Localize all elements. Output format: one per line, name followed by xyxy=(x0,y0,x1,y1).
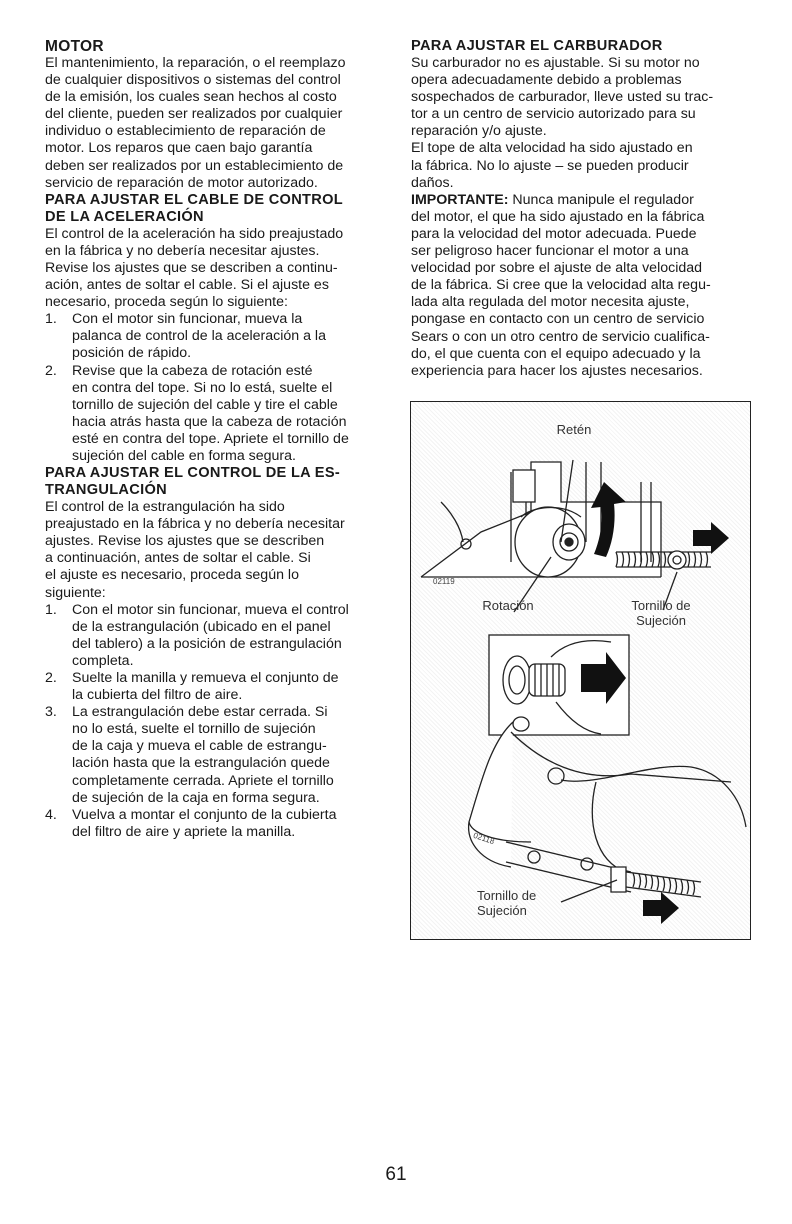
list-item-line: de sujeción de la caja en forma segura. xyxy=(72,789,320,806)
throttle-line: ación, antes de soltar el cable. Si el ajuste es xyxy=(45,277,329,294)
list-item xyxy=(45,670,390,704)
carburetor-paragraph xyxy=(411,55,756,192)
important-paragraph xyxy=(411,192,756,380)
carburetor-section xyxy=(411,38,756,380)
important-first-line: Nunca manipule el regulador xyxy=(508,191,694,208)
label-reten: Retén xyxy=(556,422,592,437)
choke-heading-line: PARA AJUSTAR EL CONTROL DE LA ES- xyxy=(45,465,341,482)
list-item-line: Vuelva a montar el conjunto de la cubierta xyxy=(72,806,337,823)
important-line: lada alta regulada del motor necesita ajuste, xyxy=(411,294,690,311)
choke-section xyxy=(45,465,390,841)
throttle-line: necesario, proceda según lo siguiente: xyxy=(45,294,288,311)
list-item-line: palanca de control de la aceleración a la xyxy=(72,328,326,345)
list-item-line: Revise que la cabeza de rotación esté xyxy=(72,362,313,379)
important-line: del motor, el que ha sido ajustado en la fábrica xyxy=(411,208,705,225)
list-item-line: hacia atrás hasta que la cabeza de rotación xyxy=(72,413,347,430)
figure-code-1: 02119 xyxy=(433,577,455,586)
carburetor-line: tor a un centro de servicio autorizado para su xyxy=(411,106,696,123)
throttle-steps xyxy=(45,311,390,465)
list-item xyxy=(45,807,390,841)
carburetor-illustration xyxy=(410,401,751,940)
important-line: do, el que cuenta con el equipo adecuado y la xyxy=(411,345,701,362)
motor-heading: MOTOR xyxy=(45,38,104,55)
important-line: de la fábrica. Si cree que la velocidad alta regu- xyxy=(411,277,711,294)
motor-line: de cualquier dispositivos o sistemas del control xyxy=(45,72,341,89)
choke-line: ajustes. Revise los ajustes que se describen xyxy=(45,533,325,550)
motor-line: del cliente, pueden ser realizados por cualquier xyxy=(45,106,343,123)
carburetor-line: El tope de alta velocidad ha sido ajustado en xyxy=(411,140,693,157)
choke-line: siguiente: xyxy=(45,584,106,601)
list-item xyxy=(45,602,390,670)
motor-line: motor. Los reparos que caen bajo garantía xyxy=(45,140,313,157)
list-item-line: Con el motor sin funcionar, mueva la xyxy=(72,311,303,328)
list-item-line: sujeción del cable en forma segura. xyxy=(72,447,296,464)
list-item-line: posición de rápido. xyxy=(72,345,192,362)
list-item-line: La estrangulación debe estar cerrada. Si xyxy=(72,704,328,721)
choke-line: El control de la estrangulación ha sido xyxy=(45,499,285,516)
list-item-number: 2. xyxy=(45,362,57,379)
list-item-line: Con el motor sin funcionar, mueva el control xyxy=(72,601,349,618)
choke-line: el ajuste es necesario, proceda según lo xyxy=(45,567,299,584)
throttle-line: Revise los ajustes que se describen a continu- xyxy=(45,259,338,276)
list-item xyxy=(45,704,390,807)
carburetor-line: Su carburador no es ajustable. Si su motor no xyxy=(411,55,700,71)
important-line: velocidad por sobre el ajuste de alta velocidad xyxy=(411,260,703,277)
carburetor-line: la fábrica. No lo ajuste – se pueden producir xyxy=(411,157,689,174)
list-item-line: de la caja y mueva el cable de estrangu- xyxy=(72,738,327,755)
label-tornillo-sujecion-2 xyxy=(477,888,567,918)
carburetor-heading: PARA AJUSTAR EL CARBURADOR xyxy=(411,38,663,54)
list-item-line: en contra del tope. Si no lo está, suelte el xyxy=(72,379,333,396)
list-item-number: 3. xyxy=(45,704,57,721)
list-item-number: 4. xyxy=(45,806,57,823)
throttle-section xyxy=(45,192,390,465)
motor-paragraph xyxy=(45,55,390,192)
important-text xyxy=(411,209,711,379)
label-tornillo-2-line2: Sujeción xyxy=(477,903,527,918)
throttle-heading xyxy=(45,192,390,226)
motor-line: individuo o establecimiento de reparación de xyxy=(45,123,326,140)
list-item-line: del filtro de aire y apriete la manilla. xyxy=(72,823,296,840)
label-tornillo-1-line2: Sujeción xyxy=(636,613,686,628)
label-tornillo-2-line1: Tornillo de xyxy=(477,888,537,903)
list-item-line: Suelte la manilla y remueva el conjunto de xyxy=(72,670,339,686)
figure-code-2: 02118 xyxy=(472,830,496,847)
motor-line: de la emisión, los cuales sean hechos al costo xyxy=(45,89,337,106)
carburetor-line: daños. xyxy=(411,174,454,191)
throttle-line: en la fábrica y no debería necesitar ajustes. xyxy=(45,242,320,259)
list-item-line: completa. xyxy=(72,652,134,669)
label-rotacion: Rotación xyxy=(482,598,534,613)
list-item-line: esté en contra del tope. Apriete el tornillo de xyxy=(72,430,349,447)
choke-steps xyxy=(45,602,390,841)
choke-heading xyxy=(45,465,390,499)
carburetor-line: sospechados de carburador, lleve usted su trac- xyxy=(411,89,714,106)
list-item-number: 1. xyxy=(45,311,57,328)
list-item-line: no lo está, suelte el tornillo de sujeción xyxy=(72,721,316,738)
label-tornillo-sujecion-1 xyxy=(606,598,716,628)
motor-line: servicio de reparación de motor autorizado. xyxy=(45,174,318,191)
motor-section xyxy=(45,38,390,192)
list-item-line: la cubierta del filtro de aire. xyxy=(72,687,243,704)
list-item-line: completamente cerrada. Apriete el tornillo xyxy=(72,772,334,789)
throttle-heading-line: DE LA ACELERACIÓN xyxy=(45,208,204,225)
important-line: para la velocidad del motor adecuada. Puede xyxy=(411,225,697,242)
choke-paragraph xyxy=(45,499,390,602)
choke-heading-line: TRANGULACIÓN xyxy=(45,482,167,499)
list-item-line: lación hasta que la estrangulación quede xyxy=(72,755,330,772)
throttle-line: El control de la aceleración ha sido preajustado xyxy=(45,225,344,242)
carburetor-line: reparación y/o ajuste. xyxy=(411,123,547,140)
important-line: ser peligroso hacer funcionar el motor a una xyxy=(411,243,689,260)
list-item xyxy=(45,363,390,466)
left-column xyxy=(45,38,390,841)
right-column xyxy=(411,38,756,380)
throttle-heading-line: PARA AJUSTAR EL CABLE DE CONTROL xyxy=(45,191,343,208)
list-item-line: de la estrangulación (ubicado en el panel xyxy=(72,618,331,635)
motor-line: deben ser realizados por un establecimiento de xyxy=(45,157,344,174)
throttle-paragraph xyxy=(45,226,390,311)
choke-line: a continuación, antes de soltar el cable. Si xyxy=(45,550,311,567)
important-label: IMPORTANTE: xyxy=(411,191,509,208)
choke-line: preajustado en la fábrica y no debería necesitar xyxy=(45,516,345,533)
label-tornillo-1-line1: Tornillo de xyxy=(631,598,691,613)
list-item-line: del tablero) a la posición de estrangulación xyxy=(72,635,342,652)
list-item-number: 1. xyxy=(45,601,57,618)
page-number: 61 xyxy=(385,1164,407,1185)
list-item-number: 2. xyxy=(45,670,57,686)
list-item xyxy=(45,311,390,362)
motor-line: El mantenimiento, la reparación, o el reemplazo xyxy=(45,55,346,71)
important-line: pongase en contacto con un centro de servicio xyxy=(411,311,705,328)
important-line: Sears o con un otro centro de servicio cualifica- xyxy=(411,328,710,345)
illustration-drawing xyxy=(411,402,750,939)
list-item-line: tornillo de sujeción del cable y tire el cable xyxy=(72,396,338,413)
important-line: experiencia para hacer los ajustes necesarios. xyxy=(411,362,703,379)
carburetor-line: opera adecuadamente debido a problemas xyxy=(411,72,682,89)
